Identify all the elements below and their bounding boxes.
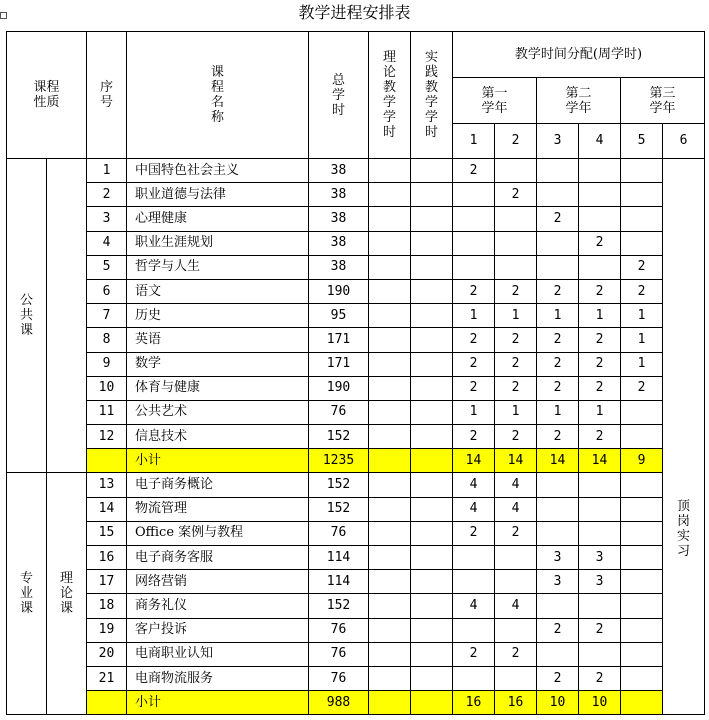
semester-hours: 2 — [453, 521, 495, 545]
semester-hours: 2 — [579, 352, 621, 376]
semester-hours: 2 — [453, 352, 495, 376]
course-hours: 190 — [309, 376, 369, 400]
semester-hours — [579, 473, 621, 497]
subcategory-blank — [47, 159, 87, 473]
semester-hours: 2 — [621, 255, 663, 279]
semester-hours — [579, 207, 621, 231]
table-row — [7, 570, 705, 594]
practice-hours — [411, 425, 453, 449]
header-year1: 第一学年 — [453, 78, 537, 124]
table-row — [7, 279, 705, 303]
practice-hours — [411, 279, 453, 303]
semester-hours: 2 — [453, 376, 495, 400]
semester-hours — [453, 231, 495, 255]
semester-hours — [621, 207, 663, 231]
subtotal-theory — [369, 449, 411, 473]
semester-hours: 2 — [495, 425, 537, 449]
subtotal-practice — [411, 691, 453, 715]
course-name: 公共艺术 — [127, 400, 309, 424]
course-name: 体育与健康 — [127, 376, 309, 400]
course-no: 5 — [87, 255, 127, 279]
semester-hours — [495, 255, 537, 279]
semester-hours — [579, 255, 621, 279]
semester-hours — [579, 159, 621, 183]
header-year3: 第三学年 — [621, 78, 705, 124]
practice-hours — [411, 255, 453, 279]
internship-cell: 顶岗实习 — [663, 159, 705, 715]
header-practice: 实践教学学时 — [411, 32, 453, 159]
course-name: 英语 — [127, 328, 309, 352]
semester-hours: 4 — [495, 594, 537, 618]
semester-hours: 1 — [453, 400, 495, 424]
semester-hours — [453, 546, 495, 570]
table-row — [7, 594, 705, 618]
semester-hours: 2 — [621, 376, 663, 400]
semester-hours — [453, 570, 495, 594]
course-name: 职业生涯规划 — [127, 231, 309, 255]
course-no: 2 — [87, 183, 127, 207]
theory-hours — [369, 666, 411, 690]
semester-hours — [579, 521, 621, 545]
table-row — [7, 497, 705, 521]
course-no: 13 — [87, 473, 127, 497]
semester-hours: 2 — [537, 279, 579, 303]
semester-hours — [495, 570, 537, 594]
header-year2: 第二学年 — [537, 78, 621, 124]
semester-hours — [621, 400, 663, 424]
semester-hours — [537, 183, 579, 207]
theory-hours — [369, 642, 411, 666]
practice-hours — [411, 400, 453, 424]
semester-hours: 2 — [453, 425, 495, 449]
theory-hours — [369, 207, 411, 231]
course-name: Office 案例与教程 — [127, 521, 309, 545]
semester-header: 3 — [537, 124, 579, 159]
semester-hours: 2 — [453, 328, 495, 352]
semester-hours: 2 — [537, 376, 579, 400]
course-no: 12 — [87, 425, 127, 449]
semester-hours: 1 — [453, 304, 495, 328]
semester-hours — [579, 594, 621, 618]
semester-hours: 2 — [579, 279, 621, 303]
course-no: 8 — [87, 328, 127, 352]
theory-hours — [369, 594, 411, 618]
subtotal-semester: 14 — [495, 449, 537, 473]
schedule-table — [6, 31, 705, 715]
course-no: 4 — [87, 231, 127, 255]
semester-hours: 1 — [621, 352, 663, 376]
subtotal-semester — [621, 691, 663, 715]
semester-hours — [621, 425, 663, 449]
semester-hours: 2 — [579, 231, 621, 255]
subtotal-label: 小计 — [127, 691, 309, 715]
semester-hours: 4 — [495, 473, 537, 497]
course-name: 心理健康 — [127, 207, 309, 231]
subtotal-row — [7, 691, 705, 715]
theory-hours — [369, 255, 411, 279]
table-row — [7, 666, 705, 690]
practice-hours — [411, 473, 453, 497]
semester-hours — [537, 255, 579, 279]
semester-hours — [537, 521, 579, 545]
semester-hours: 2 — [453, 642, 495, 666]
semester-header: 2 — [495, 124, 537, 159]
semester-hours: 1 — [579, 304, 621, 328]
practice-hours — [411, 570, 453, 594]
table-row — [7, 546, 705, 570]
course-hours: 38 — [309, 231, 369, 255]
course-no: 15 — [87, 521, 127, 545]
theory-hours — [369, 352, 411, 376]
semester-header: 4 — [579, 124, 621, 159]
course-hours: 152 — [309, 473, 369, 497]
subtotal-hours: 988 — [309, 691, 369, 715]
semester-hours — [621, 183, 663, 207]
course-hours: 95 — [309, 304, 369, 328]
semester-hours: 1 — [621, 304, 663, 328]
semester-hours: 2 — [579, 425, 621, 449]
semester-hours: 2 — [621, 279, 663, 303]
theory-hours — [369, 497, 411, 521]
semester-hours — [621, 497, 663, 521]
semester-hours — [537, 497, 579, 521]
semester-hours: 2 — [537, 425, 579, 449]
course-no: 20 — [87, 642, 127, 666]
semester-hours — [453, 666, 495, 690]
semester-hours — [495, 618, 537, 642]
practice-hours — [411, 183, 453, 207]
semester-header: 1 — [453, 124, 495, 159]
semester-hours: 2 — [579, 618, 621, 642]
course-no: 1 — [87, 159, 127, 183]
semester-hours — [453, 183, 495, 207]
semester-hours: 2 — [495, 352, 537, 376]
subtotal-semester: 10 — [579, 691, 621, 715]
theory-hours — [369, 570, 411, 594]
semester-hours: 2 — [453, 159, 495, 183]
semester-hours — [621, 642, 663, 666]
course-hours: 152 — [309, 594, 369, 618]
semester-hours: 4 — [453, 594, 495, 618]
course-name: 职业道德与法律 — [127, 183, 309, 207]
course-name: 电商职业认知 — [127, 642, 309, 666]
semester-hours: 2 — [495, 279, 537, 303]
semester-hours: 2 — [495, 328, 537, 352]
semester-hours: 2 — [579, 328, 621, 352]
course-hours: 38 — [309, 183, 369, 207]
semester-hours — [621, 521, 663, 545]
practice-hours — [411, 618, 453, 642]
table-row — [7, 642, 705, 666]
semester-hours — [621, 618, 663, 642]
subtotal-practice — [411, 449, 453, 473]
course-hours: 152 — [309, 497, 369, 521]
course-no: 14 — [87, 497, 127, 521]
subtotal-semester: 14 — [453, 449, 495, 473]
theory-hours — [369, 279, 411, 303]
semester-hours: 2 — [495, 642, 537, 666]
theory-hours — [369, 231, 411, 255]
subtotal-semester: 14 — [579, 449, 621, 473]
subtotal-label: 小计 — [127, 449, 309, 473]
course-no: 16 — [87, 546, 127, 570]
subtotal-semester: 14 — [537, 449, 579, 473]
course-name: 信息技术 — [127, 425, 309, 449]
semester-hours — [453, 207, 495, 231]
semester-hours — [621, 570, 663, 594]
semester-hours: 1 — [495, 400, 537, 424]
header-total: 总学时 — [309, 32, 369, 159]
semester-hours: 2 — [537, 207, 579, 231]
practice-hours — [411, 642, 453, 666]
course-no: 11 — [87, 400, 127, 424]
header-category: 课程性质 — [7, 32, 87, 159]
table-row — [7, 231, 705, 255]
header-no: 序号 — [87, 32, 127, 159]
table-row — [7, 400, 705, 424]
semester-hours: 4 — [495, 497, 537, 521]
semester-hours — [495, 207, 537, 231]
practice-hours — [411, 352, 453, 376]
subtotal-semester: 16 — [495, 691, 537, 715]
course-hours: 190 — [309, 279, 369, 303]
table-row — [7, 304, 705, 328]
subcategory-theory: 理论课 — [47, 473, 87, 715]
semester-hours — [537, 594, 579, 618]
course-no: 19 — [87, 618, 127, 642]
semester-hours — [495, 231, 537, 255]
subtotal-semester: 9 — [621, 449, 663, 473]
course-hours: 38 — [309, 207, 369, 231]
table-row — [7, 473, 705, 497]
semester-hours — [537, 231, 579, 255]
subtotal-semester: 16 — [453, 691, 495, 715]
course-no: 21 — [87, 666, 127, 690]
course-name: 客户投诉 — [127, 618, 309, 642]
semester-hours: 2 — [495, 521, 537, 545]
subtotal-no — [87, 691, 127, 715]
theory-hours — [369, 546, 411, 570]
semester-hours: 2 — [537, 666, 579, 690]
course-no: 3 — [87, 207, 127, 231]
semester-hours — [495, 159, 537, 183]
course-hours: 171 — [309, 352, 369, 376]
subtotal-row — [7, 449, 705, 473]
semester-hours — [621, 231, 663, 255]
course-no: 6 — [87, 279, 127, 303]
course-hours: 114 — [309, 546, 369, 570]
table-row — [7, 207, 705, 231]
semester-hours — [453, 255, 495, 279]
semester-hours — [621, 473, 663, 497]
semester-hours: 2 — [495, 183, 537, 207]
header-name: 课程名称 — [127, 32, 309, 159]
semester-hours: 2 — [579, 666, 621, 690]
semester-hours: 4 — [453, 497, 495, 521]
course-name: 语文 — [127, 279, 309, 303]
course-name: 中国特色社会主义 — [127, 159, 309, 183]
header-theory: 理论教学学时 — [369, 32, 411, 159]
course-hours: 76 — [309, 642, 369, 666]
subtotal-no — [87, 449, 127, 473]
table-row — [7, 618, 705, 642]
course-no: 18 — [87, 594, 127, 618]
semester-hours — [621, 159, 663, 183]
course-hours: 38 — [309, 255, 369, 279]
theory-hours — [369, 159, 411, 183]
practice-hours — [411, 594, 453, 618]
theory-hours — [369, 521, 411, 545]
semester-hours — [579, 642, 621, 666]
course-name: 历史 — [127, 304, 309, 328]
theory-hours — [369, 183, 411, 207]
practice-hours — [411, 521, 453, 545]
semester-hours — [621, 594, 663, 618]
practice-hours — [411, 376, 453, 400]
table-row — [7, 328, 705, 352]
subtotal-hours: 1235 — [309, 449, 369, 473]
semester-hours: 3 — [537, 570, 579, 594]
semester-hours: 2 — [537, 618, 579, 642]
course-no: 10 — [87, 376, 127, 400]
semester-hours: 3 — [579, 570, 621, 594]
practice-hours — [411, 546, 453, 570]
semester-hours: 3 — [537, 546, 579, 570]
practice-hours — [411, 328, 453, 352]
category-major: 专业课 — [7, 473, 47, 715]
semester-hours — [453, 618, 495, 642]
course-name: 电子商务概论 — [127, 473, 309, 497]
semester-hours — [537, 159, 579, 183]
theory-hours — [369, 473, 411, 497]
theory-hours — [369, 400, 411, 424]
theory-hours — [369, 328, 411, 352]
page-title: 教学进程安排表 — [298, 3, 411, 22]
course-hours: 38 — [309, 159, 369, 183]
practice-hours — [411, 231, 453, 255]
semester-hours — [537, 642, 579, 666]
theory-hours — [369, 425, 411, 449]
table-row — [7, 425, 705, 449]
header-weekly: 教学时间分配(周学时) — [453, 32, 705, 78]
course-name: 物流管理 — [127, 497, 309, 521]
practice-hours — [411, 159, 453, 183]
course-hours: 171 — [309, 328, 369, 352]
table-row — [7, 352, 705, 376]
course-hours: 76 — [309, 521, 369, 545]
semester-hours: 2 — [453, 279, 495, 303]
practice-hours — [411, 497, 453, 521]
semester-hours: 3 — [579, 546, 621, 570]
course-name: 电商物流服务 — [127, 666, 309, 690]
course-hours: 152 — [309, 425, 369, 449]
semester-hours: 2 — [537, 328, 579, 352]
course-no: 9 — [87, 352, 127, 376]
semester-header: 6 — [663, 124, 705, 159]
practice-hours — [411, 304, 453, 328]
table-row — [7, 183, 705, 207]
course-hours: 76 — [309, 618, 369, 642]
course-hours: 76 — [309, 400, 369, 424]
practice-hours — [411, 207, 453, 231]
semester-hours: 4 — [453, 473, 495, 497]
course-no: 7 — [87, 304, 127, 328]
semester-hours — [621, 546, 663, 570]
semester-hours: 1 — [537, 304, 579, 328]
course-name: 商务礼仪 — [127, 594, 309, 618]
semester-hours: 2 — [579, 376, 621, 400]
table-row — [7, 159, 705, 183]
semester-hours — [579, 183, 621, 207]
subtotal-theory — [369, 691, 411, 715]
semester-hours: 1 — [579, 400, 621, 424]
semester-hours: 2 — [495, 376, 537, 400]
semester-hours — [495, 546, 537, 570]
semester-hours: 2 — [537, 352, 579, 376]
course-name: 电子商务客服 — [127, 546, 309, 570]
table-row — [7, 521, 705, 545]
table-row — [7, 376, 705, 400]
semester-hours: 1 — [621, 328, 663, 352]
practice-hours — [411, 666, 453, 690]
semester-hours — [579, 497, 621, 521]
course-name: 数学 — [127, 352, 309, 376]
semester-header: 5 — [621, 124, 663, 159]
course-no: 17 — [87, 570, 127, 594]
theory-hours — [369, 618, 411, 642]
semester-hours — [537, 473, 579, 497]
course-name: 哲学与人生 — [127, 255, 309, 279]
course-name: 网络营销 — [127, 570, 309, 594]
theory-hours — [369, 376, 411, 400]
semester-hours — [621, 666, 663, 690]
subtotal-semester: 10 — [537, 691, 579, 715]
semester-hours — [495, 666, 537, 690]
category-public: 公共课 — [7, 159, 47, 473]
course-hours: 114 — [309, 570, 369, 594]
table-row — [7, 255, 705, 279]
semester-hours: 1 — [495, 304, 537, 328]
course-hours: 76 — [309, 666, 369, 690]
semester-hours: 1 — [537, 400, 579, 424]
theory-hours — [369, 304, 411, 328]
